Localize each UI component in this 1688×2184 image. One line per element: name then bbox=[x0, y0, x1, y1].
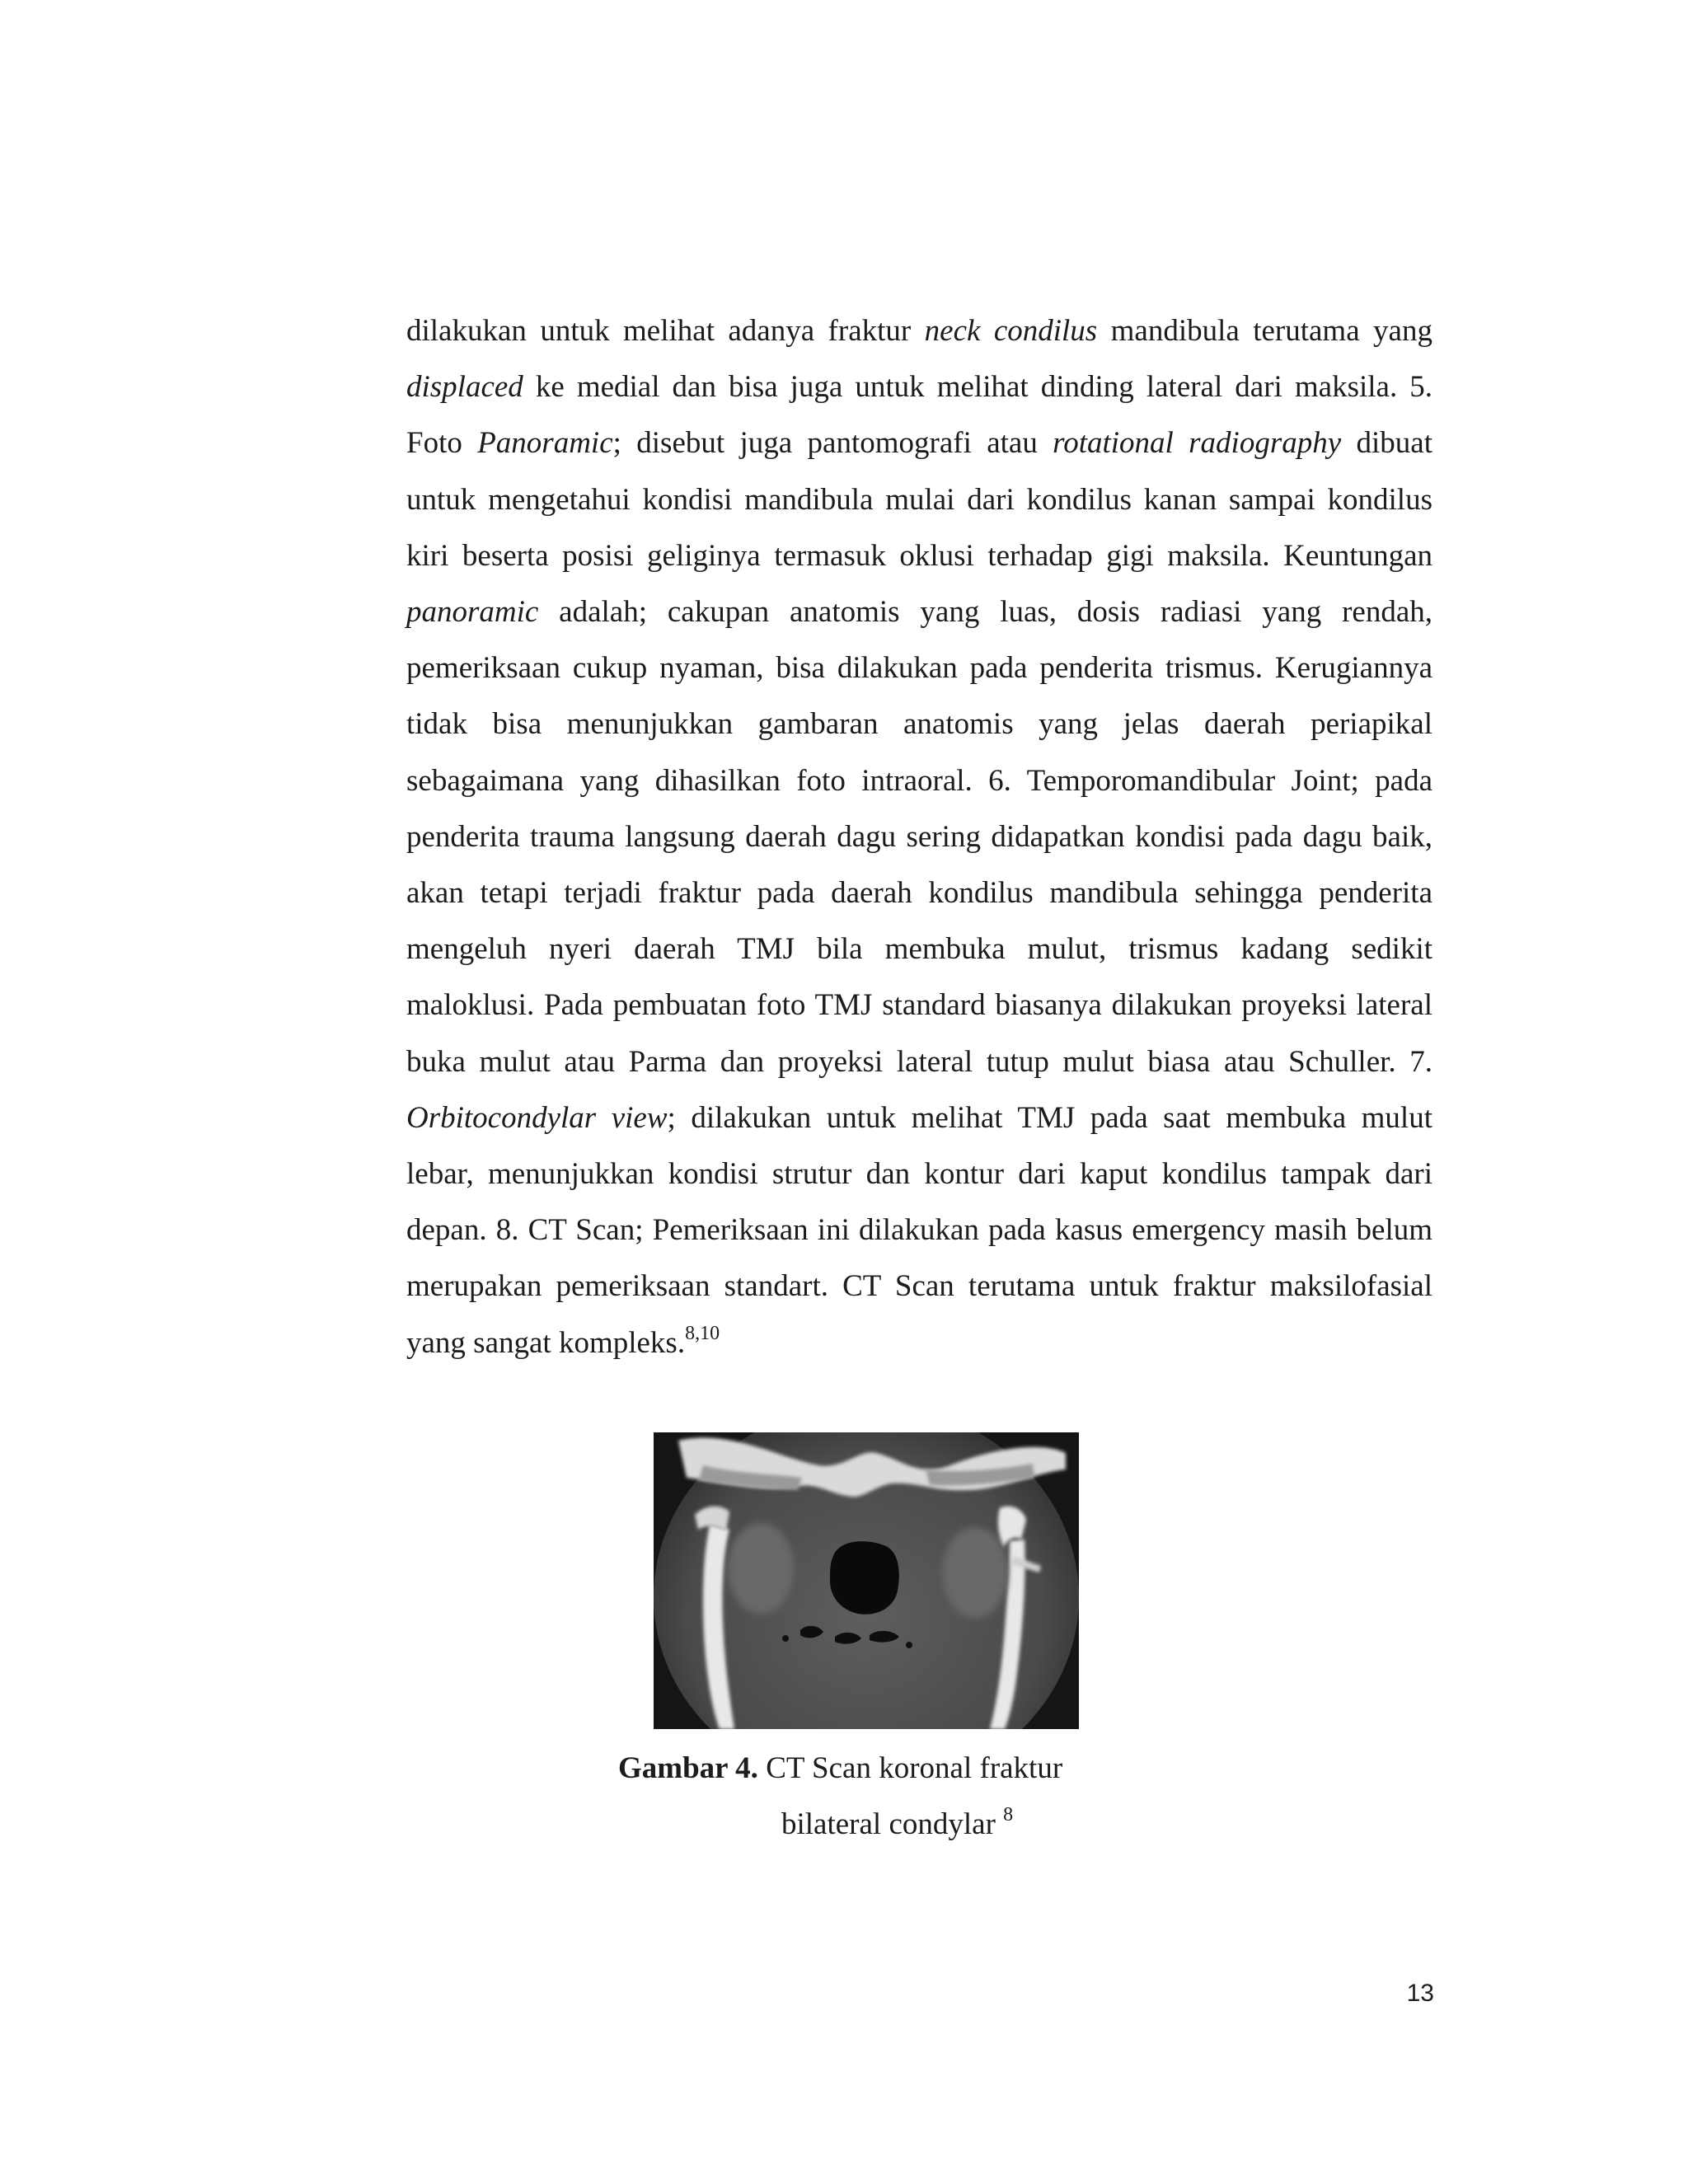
caption-text-1: CT Scan koronal fraktur bbox=[757, 1751, 1063, 1785]
text-run: ; dilakukan untuk melihat TMJ pada saat membuka mulut lebar, menunjukkan kondisi strutur dan kontur dari kaput kondilus tampak dari depan. 8. CT Scan; Pemeriksaan ini dilakukan pada kasus emergency masih belum merupakan pemeriksaan standart. CT Scan terutama untuk fraktur maksilofasial yang sangat kompleks. bbox=[406, 1100, 1432, 1360]
italic-term-neck-condilus: neck condilus bbox=[924, 314, 1098, 348]
ct-scan-image bbox=[654, 1432, 1079, 1729]
text-run: dilakukan untuk melihat adanya fraktur bbox=[406, 314, 925, 348]
italic-term-panoramic: Panoramic bbox=[477, 426, 613, 461]
italic-term-displaced: displaced bbox=[406, 370, 523, 405]
text-run: ; disebut juga pantomografi atau bbox=[612, 426, 1053, 461]
text-run: dibuat untuk mengetahui kondisi mandibula mulai dari kondilus kanan sampai kondilus kiri beserta posisi geliginya termasuk oklusi terhadap gigi maksila. Keuntungan bbox=[406, 426, 1432, 573]
ct-scan-illustration bbox=[654, 1432, 1079, 1729]
italic-term-panoramic-lower: panoramic bbox=[406, 595, 539, 630]
text-run: mandibula terutama yang bbox=[1097, 314, 1432, 348]
caption-reference: 8 bbox=[1003, 1804, 1014, 1825]
page-number: 13 bbox=[1406, 1980, 1434, 2007]
italic-term-rotational-radiography: rotational radiography bbox=[1053, 426, 1342, 461]
italic-term-orbitocondylar-view: Orbitocondylar view bbox=[406, 1100, 668, 1135]
citation-superscript: 8,10 bbox=[685, 1322, 720, 1344]
figure-label: Gambar 4. bbox=[618, 1751, 758, 1785]
text-run: adalah; cakupan anatomis yang luas, dosis radiasi yang rendah, pemeriksaan cukup nyaman, bisa dilakukan pada penderita trismus. Kerugiannya tidak bisa menunjukkan gambaran anatomis yang jelas daerah periapikal sebagaimana yang dihasilkan foto intraoral. 6. Temporomandibular Joint; pada penderita trauma langsung daerah dagu sering didapatkan kondisi pada dagu baik, akan tetapi terjadi fraktur pada daerah kondilus mandibula sehingga penderita mengeluh nyeri daerah TMJ bila membuka mulut, trismus kadang sedikit maloklusi. Pada pembuatan foto TMJ standard biasanya dilakukan proyeksi lateral buka mulut atau Parma dan proyeksi lateral tutup mulut biasa atau Schuller. 7. bbox=[406, 595, 1432, 1079]
body-paragraph bbox=[406, 303, 1432, 1371]
caption-line-2 bbox=[781, 1797, 1013, 1853]
caption-text-2: bilateral condylar bbox=[781, 1807, 1004, 1841]
text-run: ke medial dan bisa juga untuk melihat dinding lateral dari maksila. 5. Foto bbox=[406, 370, 1432, 461]
caption-line-1 bbox=[618, 1741, 1062, 1797]
